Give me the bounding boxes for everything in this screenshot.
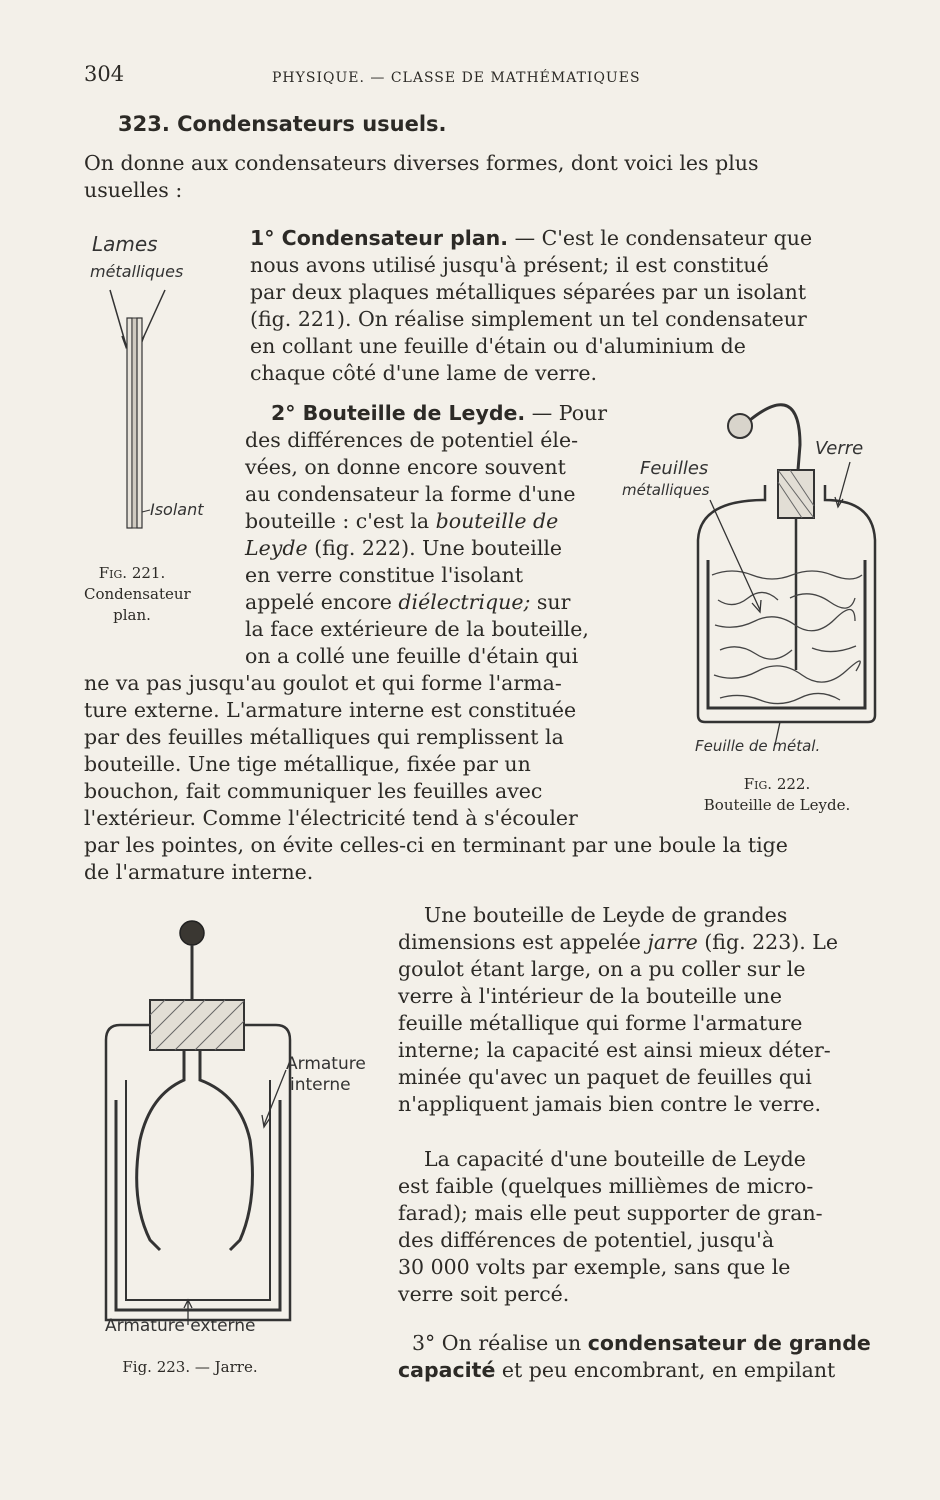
fig223-arrow-interne xyxy=(264,1070,286,1125)
leyde-paragraph-narrow: 2° Bouteille de Leyde. — Pour des différences de potentiel éle- vées, on donne encore souvent au condensateur la forme d'une bouteille : c'est la bouteille de Leyde (fig. 222). Une bouteille en verre constitue l'isolant appelé encore diélectrique; sur la face extérieure de la bouteille, on a collé une feuille d'étain qui xyxy=(245,401,608,668)
fig222-label-metalliques: métalliques xyxy=(622,481,710,499)
section-title: 323. Condensateurs usuels. xyxy=(118,112,447,136)
jarre-paragraph-2: La capacité d'une bouteille de Leyde est faible (quelques millièmes de micro- farad); mais elle peut supporter de gran- des différences de potentiel, jusqu'à 30 000 volts par exemple, sans que le verre soit percé. xyxy=(398,1147,823,1306)
fig223-caption: Fig. 223. — Jarre. xyxy=(122,1358,258,1376)
fig222-label-feuille-metal: Feuille de métal. xyxy=(695,737,821,755)
fig223-inner-foil xyxy=(126,1080,270,1300)
plan-paragraph: 1° Condensateur plan. — C'est le condensateur que nous avons utilisé jusqu'à présent; il est constitué par deux plaques métalliques séparées par un isolant (fig. 221). On réalise simplement un tel condensateur en collant une feuille d'étain ou d'aluminium de chaque côté d'une lame de verre. xyxy=(250,226,813,385)
fig221-label-lames: Lames xyxy=(92,232,158,256)
jarre-paragraph-3: 3° On réalise un condensateur de grande capacité et peu encombrant, en empilant xyxy=(398,1331,871,1382)
fig221-label-metalliques: métalliques xyxy=(90,262,184,281)
fig223-ball xyxy=(180,921,204,945)
fig223-label-armature-externe: Armature externe xyxy=(105,1316,256,1336)
page-number: 304 xyxy=(84,62,125,86)
fig223-outer-foil xyxy=(116,1100,280,1310)
plan-heading: 1° Condensateur plan. xyxy=(250,226,509,250)
running-title: PHYSIQUE. — CLASSE DE MATHÉMATIQUES xyxy=(272,70,641,86)
fig221-label-isolant: Isolant xyxy=(150,500,204,519)
leyde-paragraph-full: par les pointes, on évite celles-ci en terminant par une boule la tige de l'armature interne. xyxy=(84,833,788,884)
fig223-label-armature-interne1: Armature xyxy=(286,1054,366,1074)
fig223-inner-arm-right xyxy=(200,1050,252,1250)
leyde-paragraph-wide: ne va pas jusqu'au goulot et qui forme l'arma- ture externe. L'armature interne est constituée par des feuilles métalliques qui remplissent la bouteille. Une tige métallique, fixée par un bouchon, fait communiquer les feuilles avec l'extérieur. Comme l'électricité tend à s'écouler xyxy=(84,671,578,830)
fig222-caption: Fig. 222. Bouteille de Leyde. xyxy=(703,775,851,814)
jarre-paragraph-1: Une bouteille de Leyde de grandes dimensions est appelée jarre (fig. 223). Le goulot étant large, on a pu coller sur le verre à l'intérieur de la bouteille une feuille métallique qui forme l'armature interne; la capacité est ainsi mieux déter- minée qu'avec un paquet de feuilles qui n'appliquent jamais bien contre le verre. xyxy=(398,903,839,1116)
fig223-inner-arm-left xyxy=(137,1050,184,1250)
fig222-label-feuilles: Feuilles xyxy=(640,458,709,479)
fig221-caption: Fig. 221. Condensateur plan. xyxy=(84,564,191,624)
fig222-label-verre: Verre xyxy=(815,438,864,459)
fig223-label-armature-interne2: interne xyxy=(290,1075,351,1095)
leyde-heading: 2° Bouteille de Leyde. xyxy=(271,401,526,425)
intro-paragraph: On donne aux condensateurs diverses formes, dont voici les plus usuelles : xyxy=(84,151,759,202)
fig223-jar-outline xyxy=(106,1025,290,1320)
